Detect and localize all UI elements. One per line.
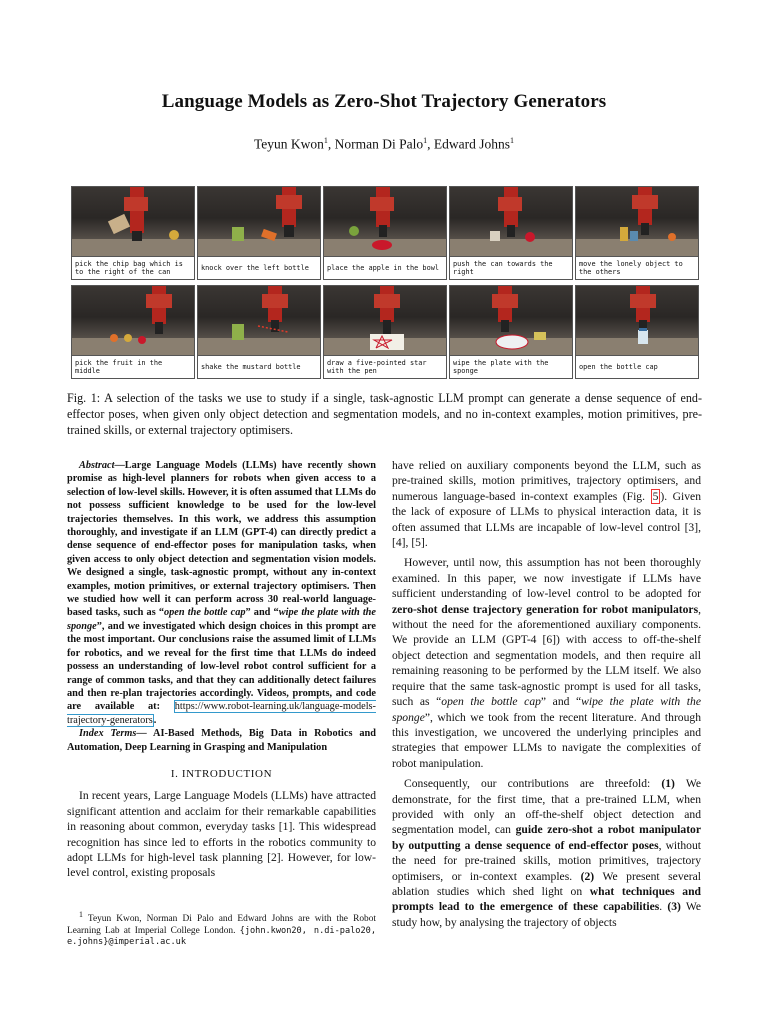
figure-tile <box>449 186 573 280</box>
task-caption: knock over the left bottle <box>198 256 320 279</box>
body-text: We study how, by analysing the trajectory of objects <box>392 900 702 929</box>
author-list <box>0 136 768 153</box>
author-name: Teyun Kwon <box>253 136 324 152</box>
body-text: have relied on auxiliary components beyond the LLM, such as pre-trained skills, motion primitives, trajectory optimisers, and numerous language-based in-context examples (Fig. <box>392 459 701 503</box>
figure-tile <box>323 186 447 280</box>
task-caption: push the can towards the right <box>450 256 572 279</box>
body-paragraph <box>392 458 701 550</box>
body-paragraph: In recent years, Large Language Models (LLMs) have attracted significant attention and acclaim for their remarkable capabilities in reasoning about common, everyday tasks [1]. This widespread recognition has since led to efforts in the robotics community to adopt LLMs for high-level task planning [2]. However, for low-level control, existing proposals <box>67 789 376 880</box>
author-separator: , <box>327 136 335 152</box>
body-text: . <box>659 900 668 914</box>
task-caption: open the bottle cap <box>576 355 698 378</box>
body-emphasis: guide zero-shot a robot manipulator by outputting a dense sequence of end-effector poses <box>392 823 701 852</box>
body-text: However, until now, this assumption has not been thoroughly examined. In this paper, we now investigate if LLMs have sufficient understanding of low-level control to be adopted for <box>392 556 701 601</box>
footnote-text: Teyun Kwon, Norman Di Palo and Edward Johns are with the Robot Learning Lab at Imperial College London. <box>67 914 376 936</box>
figure-tile <box>323 285 447 379</box>
figure-tile <box>71 186 195 280</box>
abstract-text: . <box>153 714 157 726</box>
index-terms-label: Index Terms <box>79 728 137 740</box>
abstract-dash: — <box>114 460 125 471</box>
index-terms-text: AI-Based Methods, Big Data in Robotics and Automation, Deep Learning in Grasping and Manipulation <box>67 728 376 753</box>
abstract-text: ”, and we investigated which design choices in this prompt are the most important. Our conclusions raise the assumed limit of LLMs for robotics, and we reveal for the first time that LLMs do indeed possess an understanding of low-level robot control sufficient for a range of common tasks, and that they can additionally detect failures and then re-plan trajectories accordingly. Videos, prompts, and code are available at: <box>67 620 376 713</box>
body-text: , without the need for the aforementioned auxiliary components. We provide an LLM (GPT-4 [6]) with access to off-the-shelf object detection and segmentation models, and then require all remaining reasoning to be performed by the LLM itself. We also require that the same task-agnostic prompt is used for all tasks, such as “ <box>392 602 701 709</box>
body-paragraph <box>392 776 701 930</box>
figure-tile <box>449 285 573 379</box>
abstract-quote: wipe the plate with the sponge <box>67 607 376 632</box>
robot-task-photo <box>324 286 446 355</box>
body-text: ” and “ <box>540 695 582 709</box>
author-name: Edward Johns <box>433 136 511 152</box>
author-affiliation: 1 <box>323 136 328 145</box>
abstract-text: Large Language Models (LLMs) have recently shown promise as high-level planners for robots when given access to a selection of low-level skills. However, it is often assumed that LLMs do not possess sufficient knowledge to be used for the low-level trajectories themselves. In this work, we address this assumption thoroughly, and investigate if an LLM (GPT-4) can directly predict a dense sequence of end-effector poses for manipulation tasks, when given access to only object detection and segmentation vision models. We designed a single, task-agnostic prompt, without any in-context examples, motion primitives, or external trajectory optimisers. Then we studied how well it can perform across 30 real-world language-based tasks, such as “ <box>67 460 376 619</box>
body-emphasis: zero-shot dense trajectory generation for robot manipulators <box>392 602 699 616</box>
figure-tile <box>575 285 699 379</box>
robot-task-photo <box>450 286 572 355</box>
footnote <box>67 909 376 948</box>
robot-task-photo <box>450 187 572 256</box>
author-name: Norman Di Palo <box>334 136 424 152</box>
task-caption: shake the mustard bottle <box>198 355 320 378</box>
contribution-number: (3) <box>667 900 681 914</box>
index-terms <box>67 727 376 754</box>
section-heading: I. INTRODUCTION <box>170 767 273 780</box>
robot-task-photo <box>324 187 446 256</box>
robot-task-photo <box>72 286 194 355</box>
body-emphasis: what techniques and prompts lead to the emergence of these capabilities <box>392 884 701 914</box>
body-text: ). Given the lack of exposure of LLMs to physical interaction data, it is often assumed that LLMs are incapable of low-level control [3], [4], [5]. <box>392 489 701 550</box>
index-terms-dash: — <box>136 728 147 740</box>
abstract-text: ” and “ <box>245 607 279 619</box>
body-text: We present several ablation studies which shed light on <box>392 869 701 898</box>
figure-caption: Fig. 1: A selection of the tasks we use to study if a single, task-agnostic LLM prompt can generate a dense sequence of end-effector poses, when given only object detection and segmentation models, and no in-context examples, motion primitives, pre-trained skills, or external trajectory optimisers. <box>67 391 702 437</box>
body-quote: wipe the plate with the sponge <box>392 695 701 724</box>
figure-tile <box>71 285 195 379</box>
task-caption: move the lonely object to the others <box>576 256 698 279</box>
footnote-mark: 1 <box>79 910 83 919</box>
robot-task-photo <box>198 187 320 256</box>
abstract-quote: open the bottle cap <box>164 607 246 619</box>
body-text: , without the need for pre-trained skills, motion primitives, trajectory optimisers, or in-context examples. <box>392 838 701 883</box>
figure-tile <box>575 186 699 280</box>
body-text: Consequently, our contributions are threefold: <box>404 777 662 791</box>
abstract-label: Abstract <box>79 460 115 471</box>
author-affiliation: 1 <box>510 136 515 145</box>
abstract <box>67 459 376 727</box>
paper-title: Language Models as Zero-Shot Trajectory Generators <box>161 91 607 112</box>
contribution-number: (1) <box>661 777 675 791</box>
right-column <box>392 458 701 935</box>
robot-task-photo <box>576 286 698 355</box>
project-url-link[interactable]: https://www.robot-learning.uk/language-models-trajectory-generators <box>67 701 376 726</box>
task-caption: place the apple in the bowl <box>324 256 446 279</box>
footnote-emails: {john.kwon20, n.di-palo20, e.johns}@imperial.ac.uk <box>67 925 376 947</box>
robot-task-photo <box>576 187 698 256</box>
body-text: ”, which we took from the recent literature. And through this investigation, we uncovered the underlying principles and strategies that empower LLMs to navigate the complexities of robot manipulation. <box>392 710 701 770</box>
figure-tile <box>197 186 321 280</box>
author-affiliation: 1 <box>423 136 428 145</box>
figure-reference-link[interactable]: 5 <box>652 489 659 503</box>
body-quote: open the bottle cap <box>441 695 541 709</box>
body-text: We demonstrate, for the first time, that a pre-trained LLM, when provided with only an off-the-shelf object detection and segmentation model, can <box>392 777 701 837</box>
contribution-number: (2) <box>580 869 595 883</box>
body-paragraph <box>392 555 701 771</box>
task-caption: wipe the plate with the sponge <box>450 355 572 378</box>
task-caption: draw a five-pointed star with the pen <box>324 355 446 378</box>
task-caption: pick the chip bag which is to the right of the can <box>72 256 194 279</box>
figure-tile <box>197 285 321 379</box>
left-column <box>67 458 376 886</box>
author-separator: , <box>427 136 434 152</box>
task-caption: pick the fruit in the middle <box>72 355 194 378</box>
robot-task-photo <box>198 286 320 355</box>
robot-task-photo <box>72 187 194 256</box>
